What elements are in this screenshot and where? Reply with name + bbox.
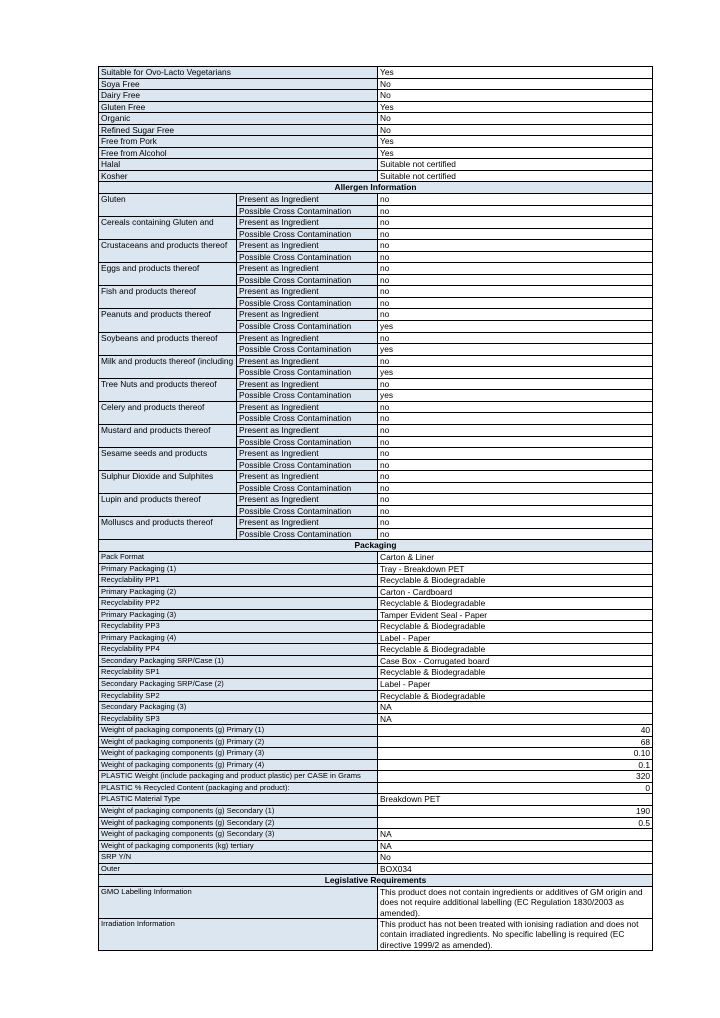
attribute-value: Yes bbox=[378, 147, 653, 159]
packaging-value: 0.5 bbox=[378, 817, 653, 829]
packaging-value: Recyclable & Biodegradable bbox=[378, 575, 653, 587]
allergen-cross-value: no bbox=[378, 528, 653, 540]
allergen-cross-value: yes bbox=[378, 321, 653, 333]
attribute-label: Free from Pork bbox=[99, 136, 378, 148]
allergen-present-value: no bbox=[378, 401, 653, 413]
packaging-row bbox=[99, 609, 653, 621]
allergen-type-cross: Possible Cross Contamination bbox=[237, 459, 378, 471]
allergen-name: Mustard and products thereof bbox=[99, 424, 237, 447]
allergen-row bbox=[99, 263, 653, 275]
section-header-row bbox=[99, 875, 653, 887]
allergen-row bbox=[99, 448, 653, 460]
attribute-value: No bbox=[378, 124, 653, 136]
allergen-type-cross: Possible Cross Contamination bbox=[237, 251, 378, 263]
packaging-label: Weight of packaging components (g) Secondary (1) bbox=[99, 806, 378, 818]
allergen-present-value: no bbox=[378, 471, 653, 483]
packaging-row bbox=[99, 551, 653, 563]
packaging-value: Recyclable & Biodegradable bbox=[378, 644, 653, 656]
allergen-type-present: Present as Ingredient bbox=[237, 494, 378, 506]
allergen-type-cross: Possible Cross Contamination bbox=[237, 413, 378, 425]
packaging-value: 190 bbox=[378, 806, 653, 818]
packaging-value: Breakdown PET bbox=[378, 794, 653, 806]
allergen-present-value: no bbox=[378, 494, 653, 506]
packaging-row bbox=[99, 736, 653, 748]
attribute-row bbox=[99, 113, 653, 125]
packaging-value: NA bbox=[378, 713, 653, 725]
packaging-label: Recyclability PP4 bbox=[99, 644, 378, 656]
packaging-row bbox=[99, 725, 653, 737]
attribute-row bbox=[99, 170, 653, 182]
packaging-row bbox=[99, 713, 653, 725]
packaging-label: Primary Packaging (2) bbox=[99, 586, 378, 598]
packaging-value: Tray - Breakdown PET bbox=[378, 563, 653, 575]
packaging-value: Label - Paper bbox=[378, 632, 653, 644]
allergen-section-header: Allergen Information bbox=[99, 182, 653, 194]
attribute-value: Yes bbox=[378, 67, 653, 79]
allergen-type-cross: Possible Cross Contamination bbox=[237, 367, 378, 379]
spec-sheet bbox=[98, 66, 652, 951]
attribute-row bbox=[99, 78, 653, 90]
packaging-label: SRP Y/N bbox=[99, 852, 378, 864]
allergen-name: Lupin and products thereof bbox=[99, 494, 237, 517]
packaging-value: 320 bbox=[378, 771, 653, 783]
allergen-row bbox=[99, 194, 653, 206]
attribute-row bbox=[99, 67, 653, 79]
attribute-value: No bbox=[378, 78, 653, 90]
packaging-value: 40 bbox=[378, 725, 653, 737]
allergen-present-value: no bbox=[378, 286, 653, 298]
packaging-row bbox=[99, 655, 653, 667]
allergen-present-value: no bbox=[378, 378, 653, 390]
spec-table bbox=[98, 66, 653, 951]
allergen-row bbox=[99, 424, 653, 436]
packaging-row bbox=[99, 782, 653, 794]
legislative-label: Irradiation Information bbox=[99, 919, 378, 951]
packaging-row bbox=[99, 575, 653, 587]
packaging-label: Recyclability SP1 bbox=[99, 667, 378, 679]
packaging-value: 0.1 bbox=[378, 759, 653, 771]
packaging-label: Weight of packaging components (g) Primary (1) bbox=[99, 725, 378, 737]
attribute-value: Suitable not certified bbox=[378, 159, 653, 171]
allergen-type-cross: Possible Cross Contamination bbox=[237, 528, 378, 540]
packaging-row bbox=[99, 840, 653, 852]
allergen-present-value: no bbox=[378, 194, 653, 206]
packaging-value: NA bbox=[378, 829, 653, 841]
packaging-row bbox=[99, 829, 653, 841]
allergen-name: Sesame seeds and products bbox=[99, 448, 237, 471]
packaging-label: Secondary Packaging SRP/Case (1) bbox=[99, 655, 378, 667]
attribute-value: Suitable not certified bbox=[378, 170, 653, 182]
packaging-row bbox=[99, 771, 653, 783]
attribute-label: Refined Sugar Free bbox=[99, 124, 378, 136]
allergen-name: Sulphur Dioxide and Sulphites bbox=[99, 471, 237, 494]
packaging-value: NA bbox=[378, 702, 653, 714]
packaging-value: 68 bbox=[378, 736, 653, 748]
allergen-type-present: Present as Ingredient bbox=[237, 286, 378, 298]
packaging-label: Pack Format bbox=[99, 551, 378, 563]
allergen-present-value: no bbox=[378, 332, 653, 344]
allergen-present-value: no bbox=[378, 517, 653, 529]
packaging-label: Weight of packaging components (g) Secondary (2) bbox=[99, 817, 378, 829]
allergen-row bbox=[99, 355, 653, 367]
packaging-row bbox=[99, 667, 653, 679]
allergen-name: Gluten bbox=[99, 194, 237, 217]
attribute-row bbox=[99, 101, 653, 113]
packaging-value: 0.10 bbox=[378, 748, 653, 760]
spec-table-body bbox=[99, 67, 653, 951]
packaging-row bbox=[99, 702, 653, 714]
allergen-type-present: Present as Ingredient bbox=[237, 471, 378, 483]
allergen-cross-value: no bbox=[378, 482, 653, 494]
allergen-type-cross: Possible Cross Contamination bbox=[237, 482, 378, 494]
allergen-row bbox=[99, 378, 653, 390]
attribute-value: No bbox=[378, 90, 653, 102]
allergen-cross-value: no bbox=[378, 459, 653, 471]
allergen-type-present: Present as Ingredient bbox=[237, 240, 378, 252]
packaging-value: Recyclable & Biodegradable bbox=[378, 621, 653, 633]
packaging-row bbox=[99, 759, 653, 771]
packaging-label: Secondary Packaging (3) bbox=[99, 702, 378, 714]
allergen-row bbox=[99, 240, 653, 252]
attribute-label: Organic bbox=[99, 113, 378, 125]
allergen-name: Fish and products thereof bbox=[99, 286, 237, 309]
allergen-name: Soybeans and products thereof bbox=[99, 332, 237, 355]
allergen-name: Eggs and products thereof bbox=[99, 263, 237, 286]
allergen-type-cross: Possible Cross Contamination bbox=[237, 297, 378, 309]
allergen-row bbox=[99, 309, 653, 321]
packaging-value: NA bbox=[378, 840, 653, 852]
section-header-row bbox=[99, 182, 653, 194]
allergen-type-present: Present as Ingredient bbox=[237, 332, 378, 344]
legislative-row bbox=[99, 886, 653, 918]
packaging-value: Carton & Liner bbox=[378, 551, 653, 563]
attribute-row bbox=[99, 90, 653, 102]
allergen-name: Celery and products thereof bbox=[99, 401, 237, 424]
packaging-label: Weight of packaging components (kg) tertiary bbox=[99, 840, 378, 852]
attribute-value: Yes bbox=[378, 136, 653, 148]
allergen-row bbox=[99, 332, 653, 344]
allergen-present-value: no bbox=[378, 424, 653, 436]
packaging-value: Tamper Evident Seal - Paper bbox=[378, 609, 653, 621]
allergen-type-present: Present as Ingredient bbox=[237, 378, 378, 390]
packaging-label: Recyclability PP3 bbox=[99, 621, 378, 633]
allergen-present-value: no bbox=[378, 309, 653, 321]
allergen-type-present: Present as Ingredient bbox=[237, 424, 378, 436]
section-header-row bbox=[99, 540, 653, 552]
allergen-cross-value: no bbox=[378, 251, 653, 263]
allergen-row bbox=[99, 217, 653, 229]
packaging-label: Recyclability PP1 bbox=[99, 575, 378, 587]
allergen-cross-value: no bbox=[378, 274, 653, 286]
packaging-row bbox=[99, 806, 653, 818]
packaging-value: 0 bbox=[378, 782, 653, 794]
packaging-row bbox=[99, 563, 653, 575]
allergen-type-present: Present as Ingredient bbox=[237, 401, 378, 413]
packaging-label: Secondary Packaging SRP/Case (2) bbox=[99, 678, 378, 690]
packaging-value: Label - Paper bbox=[378, 678, 653, 690]
attribute-label: Halal bbox=[99, 159, 378, 171]
allergen-cross-value: no bbox=[378, 413, 653, 425]
allergen-present-value: no bbox=[378, 263, 653, 275]
attribute-row bbox=[99, 147, 653, 159]
packaging-label: Weight of packaging components (g) Primary (2) bbox=[99, 736, 378, 748]
packaging-label: Outer bbox=[99, 863, 378, 875]
allergen-type-cross: Possible Cross Contamination bbox=[237, 228, 378, 240]
attribute-label: Free from Alcohol bbox=[99, 147, 378, 159]
attribute-row bbox=[99, 159, 653, 171]
packaging-value: Recyclable & Biodegradable bbox=[378, 598, 653, 610]
packaging-section-header: Packaging bbox=[99, 540, 653, 552]
packaging-label: PLASTIC Weight (include packaging and product plastic) per CASE in Grams bbox=[99, 771, 378, 783]
allergen-row bbox=[99, 401, 653, 413]
allergen-cross-value: no bbox=[378, 297, 653, 309]
allergen-name: Tree Nuts and products thereof bbox=[99, 378, 237, 401]
allergen-cross-value: yes bbox=[378, 344, 653, 356]
allergen-cross-value: yes bbox=[378, 367, 653, 379]
attribute-row bbox=[99, 124, 653, 136]
attribute-label: Soya Free bbox=[99, 78, 378, 90]
allergen-row bbox=[99, 517, 653, 529]
legislative-row bbox=[99, 919, 653, 951]
allergen-type-cross: Possible Cross Contamination bbox=[237, 505, 378, 517]
allergen-type-cross: Possible Cross Contamination bbox=[237, 205, 378, 217]
packaging-label: Primary Packaging (1) bbox=[99, 563, 378, 575]
allergen-type-cross: Possible Cross Contamination bbox=[237, 390, 378, 402]
allergen-name: Milk and products thereof (including bbox=[99, 355, 237, 378]
allergen-type-present: Present as Ingredient bbox=[237, 263, 378, 275]
legislative-value: This product does not contain ingredients or additives of GM origin and does not require additional labelling (EC Regulation 1830/2003 as amended). bbox=[378, 886, 653, 918]
legislative-section-header: Legislative Requirements bbox=[99, 875, 653, 887]
packaging-row bbox=[99, 621, 653, 633]
packaging-row bbox=[99, 598, 653, 610]
packaging-row bbox=[99, 794, 653, 806]
attribute-label: Kosher bbox=[99, 170, 378, 182]
attribute-row bbox=[99, 136, 653, 148]
allergen-cross-value: no bbox=[378, 228, 653, 240]
attribute-label: Gluten Free bbox=[99, 101, 378, 113]
allergen-cross-value: yes bbox=[378, 390, 653, 402]
allergen-name: Peanuts and products thereof bbox=[99, 309, 237, 332]
allergen-name: Crustaceans and products thereof bbox=[99, 240, 237, 263]
allergen-type-cross: Possible Cross Contamination bbox=[237, 436, 378, 448]
packaging-row bbox=[99, 632, 653, 644]
packaging-label: Recyclability PP2 bbox=[99, 598, 378, 610]
legislative-label: GMO Labelling Information bbox=[99, 886, 378, 918]
allergen-type-cross: Possible Cross Contamination bbox=[237, 274, 378, 286]
allergen-present-value: no bbox=[378, 217, 653, 229]
packaging-label: Recyclability SP2 bbox=[99, 690, 378, 702]
allergen-row bbox=[99, 286, 653, 298]
packaging-value: BOX034 bbox=[378, 863, 653, 875]
packaging-value: Recyclable & Biodegradable bbox=[378, 667, 653, 679]
packaging-value: No bbox=[378, 852, 653, 864]
allergen-type-present: Present as Ingredient bbox=[237, 217, 378, 229]
packaging-row bbox=[99, 644, 653, 656]
attribute-label: Suitable for Ovo-Lacto Vegetarians bbox=[99, 67, 378, 79]
allergen-name: Cereals containing Gluten and bbox=[99, 217, 237, 240]
allergen-name: Molluscs and products thereof bbox=[99, 517, 237, 540]
allergen-cross-value: no bbox=[378, 205, 653, 217]
allergen-type-present: Present as Ingredient bbox=[237, 194, 378, 206]
packaging-row bbox=[99, 690, 653, 702]
packaging-label: Weight of packaging components (g) Primary (3) bbox=[99, 748, 378, 760]
allergen-type-present: Present as Ingredient bbox=[237, 517, 378, 529]
packaging-label: Primary Packaging (4) bbox=[99, 632, 378, 644]
packaging-label: Weight of packaging components (g) Primary (4) bbox=[99, 759, 378, 771]
allergen-type-cross: Possible Cross Contamination bbox=[237, 321, 378, 333]
allergen-row bbox=[99, 471, 653, 483]
packaging-label: PLASTIC Material Type bbox=[99, 794, 378, 806]
packaging-row bbox=[99, 817, 653, 829]
allergen-present-value: no bbox=[378, 240, 653, 252]
packaging-label: Recyclability SP3 bbox=[99, 713, 378, 725]
packaging-label: Weight of packaging components (g) Secondary (3) bbox=[99, 829, 378, 841]
attribute-value: Yes bbox=[378, 101, 653, 113]
allergen-row bbox=[99, 494, 653, 506]
packaging-row bbox=[99, 678, 653, 690]
allergen-cross-value: no bbox=[378, 436, 653, 448]
allergen-cross-value: no bbox=[378, 505, 653, 517]
packaging-value: Case Box - Corrugated board bbox=[378, 655, 653, 667]
allergen-present-value: no bbox=[378, 355, 653, 367]
packaging-row bbox=[99, 748, 653, 760]
packaging-label: PLASTIC % Recycled Content (packaging and product): bbox=[99, 782, 378, 794]
packaging-row bbox=[99, 852, 653, 864]
packaging-label: Primary Packaging (3) bbox=[99, 609, 378, 621]
packaging-row bbox=[99, 863, 653, 875]
allergen-type-present: Present as Ingredient bbox=[237, 355, 378, 367]
attribute-label: Dairy Free bbox=[99, 90, 378, 102]
allergen-type-cross: Possible Cross Contamination bbox=[237, 344, 378, 356]
attribute-value: No bbox=[378, 113, 653, 125]
packaging-value: Carton - Cardboard bbox=[378, 586, 653, 598]
packaging-value: Recyclable & Biodegradable bbox=[378, 690, 653, 702]
allergen-present-value: no bbox=[378, 448, 653, 460]
allergen-type-present: Present as Ingredient bbox=[237, 448, 378, 460]
allergen-type-present: Present as Ingredient bbox=[237, 309, 378, 321]
packaging-row bbox=[99, 586, 653, 598]
legislative-value: This product has not been treated with ionising radiation and does not contain irradiated ingredients. No specific labelling is required (EC directive 1999/2 as amended). bbox=[378, 919, 653, 951]
